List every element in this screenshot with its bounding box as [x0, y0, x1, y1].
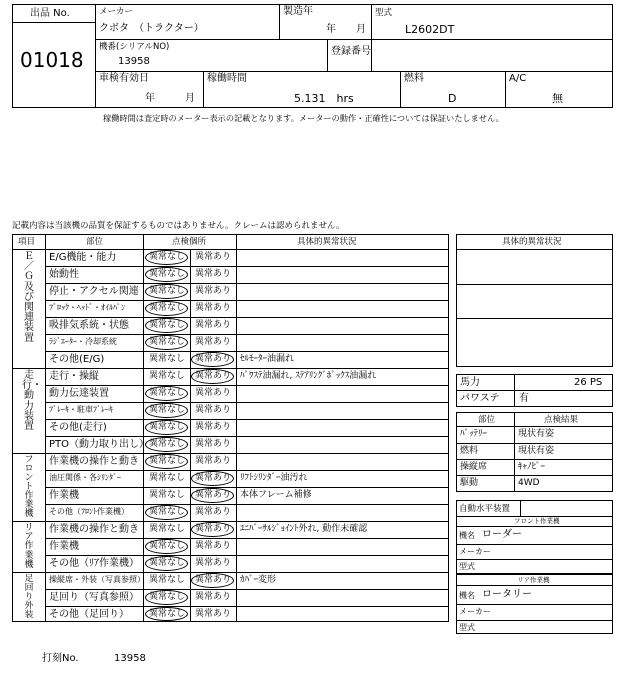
status-abnormal: 異常あり — [194, 524, 231, 534]
status-abnormal: 異常あり — [194, 371, 231, 381]
selected-oval — [145, 335, 188, 350]
selected-oval — [191, 522, 234, 537]
status-abnormal: 異常あり — [194, 405, 231, 415]
row-detail: ｶﾊﾞｰ変形 — [240, 575, 277, 585]
maker-value: クボタ （トラクター） — [99, 23, 204, 34]
status-normal-none: 異常なし — [148, 286, 185, 296]
status-abnormal: 異常あり — [194, 320, 231, 330]
selected-oval — [191, 573, 234, 588]
selected-oval — [145, 318, 188, 333]
rear-name-label: 機名 — [459, 591, 475, 600]
status-normal-none: 異常なし — [148, 388, 185, 398]
spec-value: 現状有姿 — [518, 446, 555, 456]
row-part: 走行・操縦 — [49, 371, 99, 382]
status-abnormal: 異常あり — [194, 490, 231, 500]
row-part: 足回り（写真参照） — [49, 592, 139, 603]
stamp-value: 13958 — [114, 653, 146, 664]
status-abnormal: 異常あり — [194, 541, 231, 551]
row-part: その他（ﾘｱ作業機） — [49, 558, 139, 569]
row-part: 作業機の操作と動き — [49, 456, 139, 467]
row-part: その他（足回り） — [49, 609, 129, 620]
spec-value: 現状有姿 — [518, 429, 555, 439]
front-name-label: 機名 — [459, 531, 475, 540]
row-detail: ﾘﾌﾄｼﾘﾝﾀﾞｰ油汚れ — [240, 473, 308, 483]
spec-label: 燃料 — [460, 446, 479, 456]
spec-label: 操縦席 — [460, 462, 488, 472]
year-label: 製造年 — [283, 6, 313, 17]
selected-oval — [145, 556, 188, 571]
selected-oval — [145, 420, 188, 435]
row-part: その他(E/G) — [49, 354, 105, 365]
status-normal-none: 異常なし — [148, 609, 185, 619]
status-abnormal: 異常あり — [194, 507, 231, 517]
maker-label: メーカー — [99, 7, 133, 17]
model-label: 型式 — [375, 8, 393, 18]
status-normal-none: 異常なし — [148, 558, 185, 568]
part-header: 部位 — [478, 415, 496, 425]
status-normal-none: 異常なし — [148, 541, 185, 551]
ps-value: 有 — [519, 393, 529, 404]
row-part: 油圧関係・各ｼﾘﾝﾀﾞｰ — [49, 473, 121, 482]
rear-maker-label: メーカー — [459, 607, 491, 616]
status-normal-none: 異常なし — [148, 507, 185, 517]
right-detail-box — [456, 234, 613, 367]
hp-label: 馬力 — [460, 377, 480, 388]
row-part: PTO（動力取り出し） — [49, 439, 150, 450]
model-value: L2602DT — [405, 23, 455, 36]
selected-oval — [191, 488, 234, 503]
selected-oval — [145, 607, 188, 621]
status-normal-none: 異常なし — [148, 439, 185, 449]
row-part: 作業機の操作と動き — [49, 524, 139, 535]
status-normal-none: 異常なし — [148, 592, 185, 602]
status-abnormal: 異常あり — [194, 575, 231, 585]
ac-label: A/C — [509, 73, 527, 84]
status-abnormal: 異常あり — [194, 337, 231, 347]
status-abnormal: 異常あり — [194, 456, 231, 466]
hours-label: 稼働時間 — [207, 73, 247, 84]
spec-label: 駆動 — [460, 478, 479, 488]
ac-value: 無 — [552, 92, 563, 105]
status-abnormal: 異常あり — [194, 252, 231, 262]
hp-value: 26 PS — [574, 377, 603, 388]
row-part: 作業機 — [49, 490, 79, 501]
front-model-label: 型式 — [459, 562, 475, 571]
group-label: フロント作業機 — [24, 455, 34, 520]
group-label: 走行・動力装置 — [22, 370, 42, 432]
status-normal-none: 異常なし — [148, 456, 185, 466]
status-abnormal: 異常あり — [194, 269, 231, 279]
row-part: ﾗｼﾞｴｰﾀｰ・冷却系統 — [49, 337, 117, 346]
rear-model-label: 型式 — [459, 623, 475, 632]
status-normal-none: 異常なし — [148, 575, 185, 585]
row-part: 作業機 — [49, 541, 79, 552]
spec-label: ﾊﾞｯﾃﾘｰ — [460, 429, 488, 439]
status-normal-none: 異常なし — [148, 405, 185, 415]
row-detail: ｾﾙﾓｰﾀｰ油漏れ — [240, 354, 295, 364]
selected-oval — [145, 284, 188, 299]
status-abnormal: 異常あり — [194, 286, 231, 296]
ps-label: パワステ — [460, 393, 500, 404]
selected-oval — [145, 437, 188, 452]
selected-oval — [191, 369, 234, 384]
status-normal-none: 異常なし — [148, 490, 185, 500]
status-abnormal: 異常あり — [194, 592, 231, 602]
status-normal-none: 異常なし — [148, 473, 185, 483]
status-abnormal: 異常あり — [194, 558, 231, 568]
status-abnormal: 異常あり — [194, 303, 231, 313]
row-part: 動力伝達装置 — [49, 388, 109, 399]
status-abnormal: 異常あり — [194, 388, 231, 398]
front-maker-label: メーカー — [459, 547, 491, 556]
row-detail: ﾕﾆﾊﾞｰｻﾙｼﾞｮｲﾝﾄ外れ, 動作未確認 — [240, 524, 368, 534]
result-header: 点検結果 — [544, 415, 579, 425]
group-label: 足回り外装 — [24, 574, 34, 620]
row-part: 停止・アクセル関連 — [49, 286, 139, 297]
col-check-header: 点検個所 — [172, 237, 207, 247]
selected-oval — [145, 386, 188, 401]
selected-oval — [145, 590, 188, 605]
status-normal-none: 異常なし — [148, 303, 185, 313]
lot-number: 01018 — [20, 48, 84, 72]
row-part: E/G機能・能力 — [49, 252, 117, 263]
status-normal-none: 異常なし — [148, 524, 185, 534]
rear-title: リア作業機 — [517, 576, 550, 584]
selected-oval — [145, 539, 188, 554]
col-part-header: 部位 — [86, 237, 104, 247]
status-normal-none: 異常なし — [148, 320, 185, 330]
row-detail: ﾊﾟﾜｽﾃ油漏れ, ｽﾃｱﾘﾝｸﾞﾎﾞｯｸｽ油漏れ — [240, 371, 377, 381]
status-abnormal: 異常あり — [194, 609, 231, 619]
selected-oval — [145, 454, 188, 469]
front-name-value: ローダー — [482, 529, 522, 540]
status-normal-none: 異常なし — [148, 252, 185, 262]
front-title: フロント作業機 — [514, 517, 560, 525]
stamp-label: 打刻No. — [42, 653, 79, 664]
row-part: ﾌﾞﾛｯｸ・ﾍｯﾄﾞ・ｵｲﾙﾊﾟﾝ — [49, 303, 125, 312]
serial-value: 13958 — [118, 56, 150, 67]
right-detail-header: 具体的異常状況 — [502, 237, 562, 247]
selected-oval — [145, 505, 188, 520]
spec-value: ｷｬﾉﾋﾟｰ — [518, 462, 546, 472]
status-normal-none: 異常なし — [148, 337, 185, 347]
selected-oval — [145, 301, 188, 316]
inspect-label: 車検有効日 — [99, 73, 149, 84]
status-normal-none: 異常なし — [148, 269, 185, 279]
hours-note: 稼働時間は査定時のメーター表示の記載となります。メーターの動作・正確性については保証いたしません。 — [103, 113, 504, 123]
selected-oval — [145, 250, 188, 265]
status-abnormal: 異常あり — [194, 439, 231, 449]
selected-oval — [145, 403, 188, 418]
row-detail: 本体フレーム補修 — [240, 490, 312, 500]
year-unit: 年 月 — [326, 24, 366, 35]
row-part: その他(走行) — [49, 422, 107, 433]
status-normal-none: 異常なし — [148, 422, 185, 432]
status-normal-none: 異常なし — [148, 371, 185, 381]
status-normal-none: 異常なし — [148, 354, 185, 364]
selected-oval — [145, 267, 188, 282]
inspect-unit: 年 月 — [145, 93, 195, 104]
row-part: ﾌﾞﾚｰｷ・駐車ﾌﾞﾚｰｷ — [49, 405, 113, 414]
group-label: Ｅ／Ｇ及び関連装置 — [24, 251, 34, 344]
reg-label: 登録番号 — [331, 46, 371, 57]
selected-oval — [191, 352, 234, 367]
row-part: 始動性 — [49, 269, 79, 280]
fuel-value: D — [448, 92, 457, 105]
col-detail-header: 具体的異常状況 — [297, 237, 357, 247]
selected-oval — [191, 471, 234, 486]
row-part: 操縦席・外装（写真参照） — [49, 575, 145, 584]
rear-name-value: ロータリー — [482, 589, 532, 600]
hours-value: 5.131 hrs — [294, 92, 354, 105]
group-label: リア作業機 — [24, 523, 34, 570]
spec-value: 4WD — [518, 478, 540, 488]
row-part: その他（ﾌﾛﾝﾄ作業機） — [49, 507, 129, 516]
status-abnormal: 異常あり — [194, 422, 231, 432]
serial-label: 機番(シリアルNO) — [99, 42, 170, 52]
status-abnormal: 異常あり — [194, 354, 231, 364]
col-item-header: 項目 — [18, 237, 36, 247]
disclaimer: 記載内容は当該機の品質を保証するものではありません。クレームは認められません。 — [12, 221, 345, 231]
fuel-label: 燃料 — [404, 73, 424, 84]
lot-label: 出品 No. — [30, 8, 70, 19]
level-label: 自動水平装置 — [459, 504, 511, 514]
row-part: 吸排気系統・状態 — [49, 320, 129, 331]
status-abnormal: 異常あり — [194, 473, 231, 483]
